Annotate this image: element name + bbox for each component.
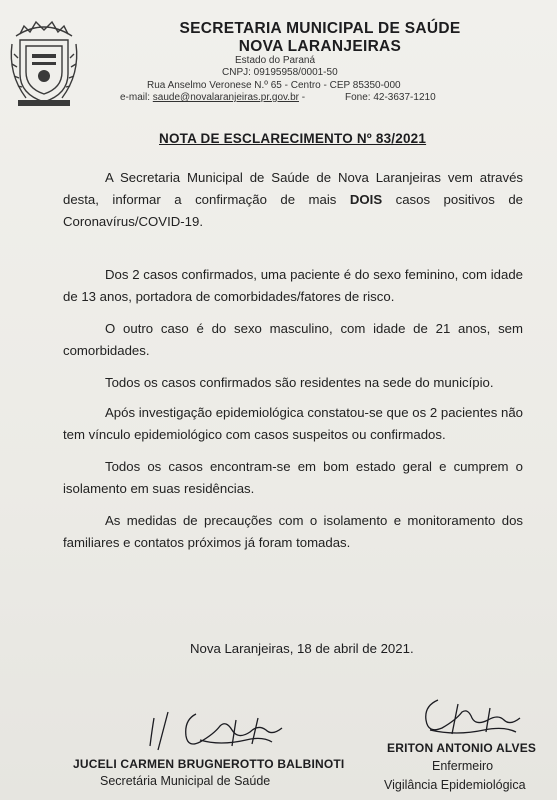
right-signatory-role: Enfermeiro xyxy=(432,759,494,773)
paragraph-1-text-b: casos positivos de Coronavírus/COVID-19. xyxy=(63,192,524,229)
note-title: NOTA DE ESCLARECIMENTO Nº 83/2021 xyxy=(159,131,427,146)
city-title: NOVA LARANJEIRAS xyxy=(238,38,402,55)
paragraph-1-bold: DOIS xyxy=(349,192,383,207)
right-signature xyxy=(426,700,520,734)
email-prefix: e-mail: xyxy=(120,92,153,103)
phone-line: Fone: 42-3637-1210 xyxy=(345,92,436,103)
paragraph-7: As medidas de precauções com o isolamento e monitoramento dos familiares e contatos próximos já foram tomadas. xyxy=(63,513,523,550)
paragraph-1 xyxy=(63,167,523,233)
paragraph-6: Todos os casos encontram-se em bom estado geral e cumprem o isolamento em suas residências. xyxy=(63,459,523,496)
document-date: Nova Laranjeiras, 18 de abril de 2021. xyxy=(190,641,414,656)
right-signatory-name: ERITON ANTONIO ALVES xyxy=(387,741,537,755)
email-link[interactable]: saude@novalaranjeiras.pr.gov.br xyxy=(152,92,299,103)
paragraph-1-text-a: A Secretaria Municipal de Saúde de Nova Laranjeiras vem através desta, informar a confirmação de mais xyxy=(63,170,523,207)
right-signatory-department: Vigilância Epidemiológica xyxy=(384,778,526,792)
cnpj-line: CNPJ: 09195958/0001-50 xyxy=(222,67,338,78)
email-separator: - xyxy=(298,92,306,103)
email-line xyxy=(120,92,305,103)
paragraph-5: Após investigação epidemiológica constatou-se que os 2 pacientes não tem vínculo epidemiológico com casos suspeitos ou confirmados. xyxy=(63,405,523,442)
organization-title: SECRETARIA MUNICIPAL DE SAÚDE xyxy=(179,20,461,37)
left-signatory-role: Secretária Municipal de Saúde xyxy=(100,774,271,788)
paragraph-2: Dos 2 casos confirmados, uma paciente é do sexo feminino, com idade de 13 anos, portadora de comorbidades/fatores de risco. xyxy=(63,267,523,304)
left-signatory-name: JUCELI CARMEN BRUGNEROTTO BALBINOTI xyxy=(73,757,345,771)
paragraph-3: O outro caso é do sexo masculino, com idade de 21 anos, sem comorbidades. xyxy=(63,321,523,358)
state-line: Estado do Paraná xyxy=(235,55,316,66)
address-line: Rua Anselmo Veronese N.º 65 - Centro - CEP 85350-000 xyxy=(147,80,401,91)
paragraph-4: Todos os casos confirmados são residentes na sede do município. xyxy=(105,375,494,390)
municipal-crest-icon xyxy=(6,14,82,114)
left-signature xyxy=(150,712,282,750)
